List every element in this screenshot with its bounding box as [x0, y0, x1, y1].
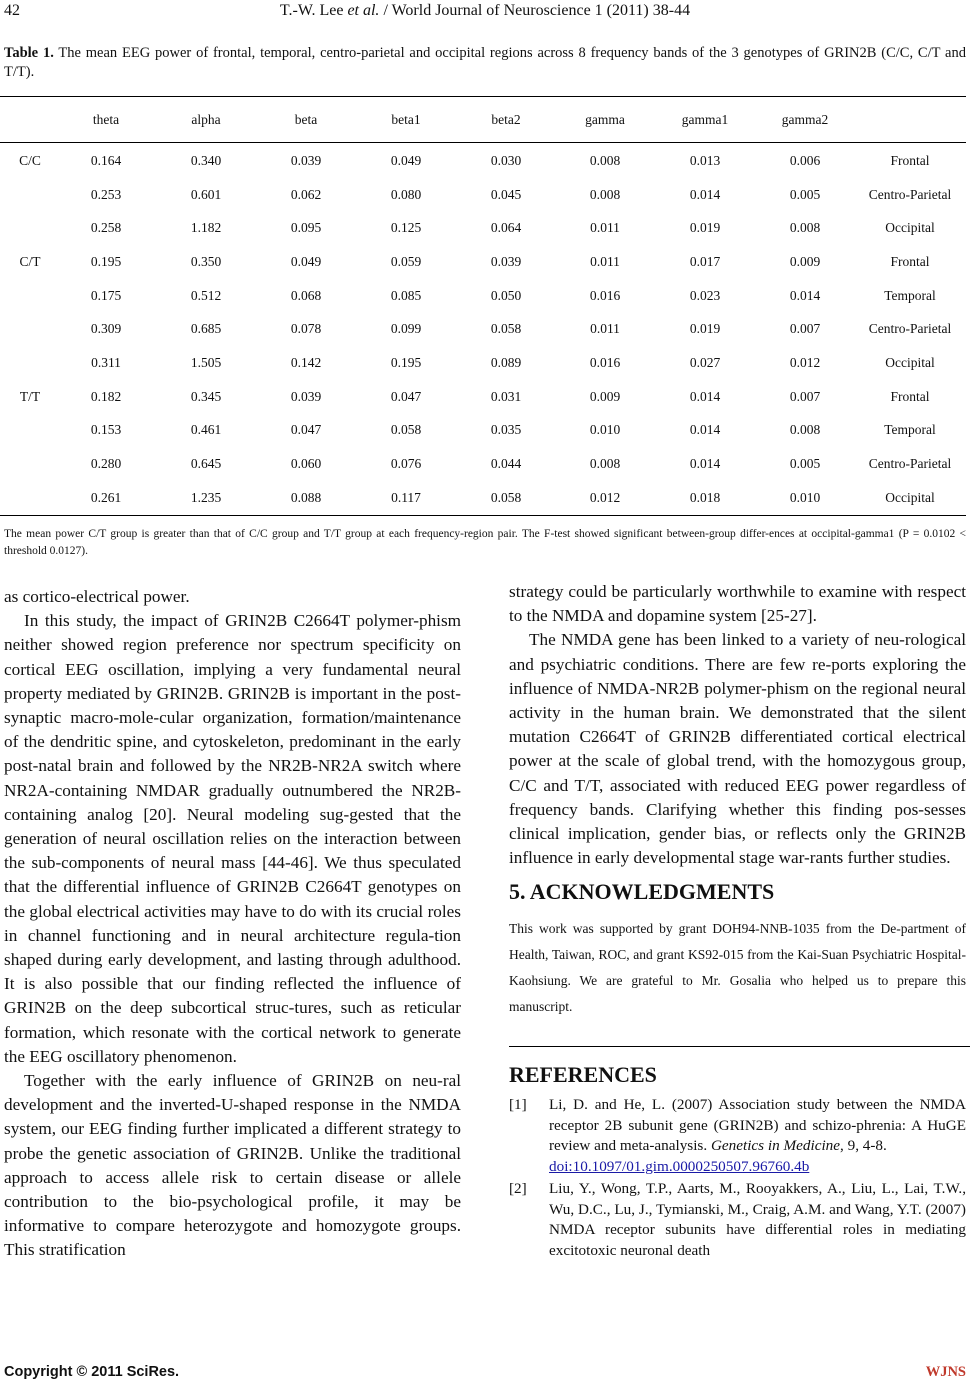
- genotype-cell: C/T: [19, 253, 41, 269]
- acknowledgments-heading: 5. ACKNOWLEDGMENTS: [509, 879, 775, 905]
- value-cell: 0.309: [90, 321, 122, 337]
- value-cell: 0.182: [90, 388, 122, 404]
- value-cell: 0.153: [90, 422, 122, 438]
- value-cell: 0.007: [789, 388, 821, 404]
- paragraph: Together with the early influence of GRIN2B on neu-ral development and the inverted-U-shaped response in the NMDA system, our EEG finding further implicated a different strategy to probe the genetic association of GRIN2B. Unlike the traditional approach to access allele risk to certain disease or allele contribution to the bio-psychological profile, it may be informative to compare heterozygote and homozygote groups. This stratification: [4, 1071, 461, 1260]
- copyright-notice: Copyright © 2011 SciRes.: [4, 1364, 180, 1380]
- value-cell: 0.047: [390, 388, 422, 404]
- reference-journal: Genetics in Medicine: [710, 1137, 840, 1155]
- value-cell: 0.049: [390, 152, 422, 168]
- value-cell: 0.014: [689, 456, 721, 472]
- running-title: [0, 2, 970, 20]
- value-cell: 0.125: [390, 220, 422, 236]
- table-row: [0, 245, 966, 279]
- paragraph: as cortico-electrical power.: [4, 587, 190, 606]
- value-cell: 0.039: [290, 152, 322, 168]
- value-cell: 0.014: [789, 287, 821, 303]
- table-row: [0, 414, 966, 448]
- value-cell: 0.164: [90, 152, 122, 168]
- value-cell: 0.045: [490, 186, 522, 202]
- value-cell: 0.035: [490, 422, 522, 438]
- value-cell: 0.461: [190, 422, 222, 438]
- table-row: [0, 144, 966, 178]
- page-header: [0, 2, 970, 24]
- column-header: gamma1: [681, 111, 729, 127]
- value-cell: 0.076: [390, 456, 422, 472]
- value-cell: 0.601: [190, 186, 222, 202]
- region-cell: Occipital: [885, 489, 935, 505]
- value-cell: 0.008: [589, 186, 621, 202]
- section-divider: [509, 1046, 970, 1047]
- value-cell: 0.080: [390, 186, 422, 202]
- region-cell: Temporal: [884, 422, 936, 438]
- value-cell: 0.014: [689, 186, 721, 202]
- page-number: 42: [4, 2, 20, 19]
- value-cell: 0.058: [390, 422, 422, 438]
- value-cell: 0.078: [290, 321, 322, 337]
- value-cell: 0.064: [490, 220, 522, 236]
- value-cell: 0.088: [290, 489, 322, 505]
- value-cell: 0.011: [590, 321, 620, 337]
- value-cell: 0.010: [789, 489, 821, 505]
- references-heading: REFERENCES: [509, 1062, 657, 1088]
- value-cell: 0.068: [290, 287, 322, 303]
- reference-item: [509, 1095, 966, 1177]
- table-row: [0, 279, 966, 313]
- value-cell: 0.050: [490, 287, 522, 303]
- left-column: [4, 585, 461, 1263]
- region-cell: Frontal: [890, 152, 930, 168]
- table-row: [0, 380, 966, 414]
- value-cell: 0.009: [589, 388, 621, 404]
- page-footer: [0, 1364, 970, 1384]
- column-header: beta: [294, 111, 318, 127]
- table-row: [0, 447, 966, 481]
- reference-text: Li, D. and He, L. (2007) Association study between the NMDA receptor 2B subunit gene (GRIN2B) and schizo-phrenia: A HuGE review and meta-analysis.: [549, 1096, 966, 1155]
- eeg-power-table: [0, 96, 966, 516]
- value-cell: 0.016: [589, 354, 621, 370]
- running-title-authors: T.-W. Lee: [279, 2, 348, 19]
- table-header-row: [0, 97, 966, 143]
- value-cell: 0.019: [689, 321, 721, 337]
- region-cell: Centro-Parietal: [868, 321, 952, 337]
- value-cell: 0.008: [589, 152, 621, 168]
- value-cell: 0.645: [190, 456, 222, 472]
- table-row: [0, 346, 966, 380]
- value-cell: 0.018: [689, 489, 721, 505]
- value-cell: 0.012: [589, 489, 621, 505]
- column-header: beta1: [391, 111, 421, 127]
- value-cell: 0.175: [90, 287, 122, 303]
- value-cell: 0.253: [90, 186, 122, 202]
- value-cell: 0.058: [490, 489, 522, 505]
- value-cell: 0.006: [789, 152, 821, 168]
- reference-text: Liu, Y., Wong, T.P., Aarts, M., Rooyakkers, A., Liu, L., Lai, T.W., Wu, D.C., Lu, J., Tymianski, M., Craig, A.M. and Wang, Y.T. (2007) NMDA receptor subunits have differential roles in mediating excitotoxic neuronal death: [549, 1180, 966, 1259]
- value-cell: 0.023: [689, 287, 721, 303]
- value-cell: 0.085: [390, 287, 422, 303]
- value-cell: 0.011: [590, 220, 620, 236]
- acknowledgments-text: This work was supported by grant DOH94-NNB-1035 from the De-partment of Health, Taiwan, ROC, and grant KS92-015 from the Kai-Suan Psychiatric Hospital-Kaohsiung. We are grateful to Mr. Gosalia who helped us to prepare this manuscript.: [509, 921, 966, 1015]
- value-cell: 0.345: [190, 388, 222, 404]
- value-cell: 0.062: [290, 186, 322, 202]
- value-cell: 0.685: [190, 321, 222, 337]
- value-cell: 0.099: [390, 321, 422, 337]
- value-cell: 0.019: [689, 220, 721, 236]
- column-header: alpha: [191, 111, 221, 127]
- column-header: gamma: [585, 111, 625, 127]
- genotype-cell: T/T: [19, 388, 41, 404]
- value-cell: 0.311: [91, 354, 121, 370]
- value-cell: 0.009: [789, 253, 821, 269]
- value-cell: 0.350: [190, 253, 222, 269]
- value-cell: 0.008: [589, 456, 621, 472]
- value-cell: 0.047: [290, 422, 322, 438]
- value-cell: 0.142: [290, 354, 322, 370]
- value-cell: 1.182: [190, 220, 222, 236]
- value-cell: 0.280: [90, 456, 122, 472]
- value-cell: 0.089: [490, 354, 522, 370]
- value-cell: 0.016: [589, 287, 621, 303]
- journal-abbrev: WJNS: [925, 1364, 966, 1380]
- value-cell: 0.058: [490, 321, 522, 337]
- value-cell: 0.014: [689, 422, 721, 438]
- table-caption: [4, 44, 966, 82]
- value-cell: 0.030: [490, 152, 522, 168]
- value-cell: 0.039: [490, 253, 522, 269]
- value-cell: 0.340: [190, 152, 222, 168]
- value-cell: 0.005: [789, 456, 821, 472]
- value-cell: 0.010: [589, 422, 621, 438]
- table-body: [0, 143, 966, 515]
- region-cell: Centro-Parietal: [868, 186, 952, 202]
- value-cell: 0.027: [689, 354, 721, 370]
- region-cell: Temporal: [884, 287, 936, 303]
- column-header: theta: [92, 111, 120, 127]
- value-cell: 0.261: [90, 489, 122, 505]
- table-row: [0, 178, 966, 212]
- value-cell: 0.014: [689, 388, 721, 404]
- running-title-etal: et al.: [347, 2, 380, 19]
- value-cell: 0.008: [789, 422, 821, 438]
- paragraph: The NMDA gene has been linked to a variety of neu-rological and psychiatric conditions. There are few re-ports exploring the influence of NMDA-NR2B polymer-phism on the regional neural activity in the human brain. We demonstrated that the silent mutation C2664T of GRIN2B differentiated cortical electrical power at the scale of global trend, with the homozygous group, C/C and T/T, associated with reduced EEG power regardless of frequency bands. Clarifying whether this finding pos-sesses clinical implication, gender bias, or reflects only the GRIN2B influence in early developmental stage war-rants further studies.: [509, 630, 966, 868]
- value-cell: 1.505: [190, 354, 222, 370]
- value-cell: 0.095: [290, 220, 322, 236]
- value-cell: 0.049: [290, 253, 322, 269]
- value-cell: 0.005: [789, 186, 821, 202]
- paragraph: strategy could be particularly worthwhile to examine with respect to the NMDA and dopamine system [25-27].: [509, 582, 966, 626]
- region-cell: Frontal: [890, 253, 930, 269]
- value-cell: 0.258: [90, 220, 122, 236]
- value-cell: 1.235: [190, 489, 222, 505]
- running-title-journal: / World Journal of Neuroscience 1 (2011) 38-44: [379, 2, 691, 19]
- value-cell: 0.059: [390, 253, 422, 269]
- value-cell: 0.017: [689, 253, 721, 269]
- value-cell: 0.007: [789, 321, 821, 337]
- value-cell: 0.117: [391, 489, 421, 505]
- value-cell: 0.060: [290, 456, 322, 472]
- table-row: [0, 312, 966, 346]
- table-caption-label: Table 1.: [4, 45, 54, 61]
- value-cell: 0.039: [290, 388, 322, 404]
- value-cell: 0.195: [390, 354, 422, 370]
- value-cell: 0.044: [490, 456, 522, 472]
- reference-number: [1]: [509, 1096, 527, 1114]
- table-caption-text: The mean EEG power of frontal, temporal, centro-parietal and occipital regions across 8 frequency bands of the 3 genotypes of GRIN2B (C/C, C/T and T/T).: [4, 45, 966, 80]
- region-cell: Occipital: [885, 220, 935, 236]
- right-column: [509, 580, 966, 1263]
- table-row: [0, 481, 966, 515]
- region-cell: Occipital: [885, 354, 935, 370]
- value-cell: 0.012: [789, 354, 821, 370]
- reference-doi-link[interactable]: doi:10.1097/01.gim.0000250507.96760.4b: [549, 1157, 810, 1175]
- value-cell: 0.031: [490, 388, 522, 404]
- region-cell: Frontal: [890, 388, 930, 404]
- column-header: gamma2: [781, 111, 829, 127]
- column-header: beta2: [491, 111, 521, 127]
- genotype-cell: C/C: [19, 152, 41, 168]
- region-cell: Centro-Parietal: [868, 456, 952, 472]
- table-row: [0, 211, 966, 245]
- value-cell: 0.512: [190, 287, 222, 303]
- reference-volume: , 9, 4-8.: [840, 1137, 887, 1155]
- value-cell: 0.008: [789, 220, 821, 236]
- value-cell: 0.013: [689, 152, 721, 168]
- table-note: The mean power C/T group is greater than that of C/C group and T/T group at each frequency-region pair. The F-test showed significant between-group differ-ences at occipital-gamma1 (P = 0.0102 < threshold 0.0127).: [4, 528, 966, 557]
- paragraph: In this study, the impact of GRIN2B C2664T polymer-phism neither showed region preference nor spectrum specificity on cortical EEG oscillation, implying a very fundamental neural property mediated by GRIN2B. GRIN2B is important in the post-synaptic macro-mole-cular organization, formation/maintenance of the dendritic spine, and cytoskeleton, predominant in the early post-natal brain and followed by the NR2B-NR2A switch where NR2A-containing NMDAR gradually outnumbered the NR2B-containing analog [20]. Neural modeling sug-gested that the generation of neural oscillation relies on the interaction between the sub-components of neural mass [44-46]. We thus speculated that the differential influence of GRIN2B C2664T genotypes on the global electrical activities may have to do with its crucial roles in channel functioning and in neural architecture regula-tion shaped during early development, and lasting through adulthood. It is also possible that our finding reflected the influence of GRIN2B on the deep subcortical struc-tures, such as reticular formation, which resonate with the cortical network to generate the EEG oscillatory phenomenon.: [4, 611, 461, 1066]
- reference-item: [509, 1179, 966, 1261]
- reference-number: [2]: [509, 1180, 527, 1198]
- value-cell: 0.011: [590, 253, 620, 269]
- value-cell: 0.195: [90, 253, 122, 269]
